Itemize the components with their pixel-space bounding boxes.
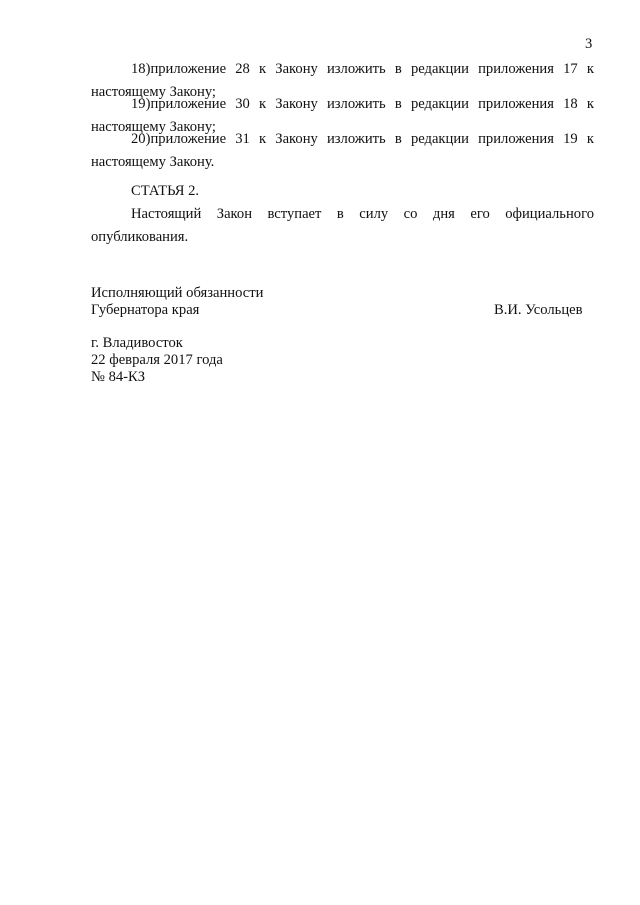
item-20-line2: настоящему Закону. [91,154,215,170]
article-text-line2: опубликования. [91,229,189,245]
item-20 [91,128,594,174]
article-2 [91,180,594,249]
signature-title-line1: Исполняющий обязанности [91,285,264,301]
article-heading: СТАТЬЯ 2. [131,183,200,199]
item-19-line1: 19)приложение 30 к Закону изложить в редакции приложения 18 к [131,96,594,112]
page-number: 3 [585,36,593,52]
signatory-name: В.И. Усольцев [494,302,583,318]
date: 22 февраля 2017 года [91,352,223,368]
article-text-line1: Настоящий Закон вступает в силу со дня его официального [131,206,594,222]
item-19-line2: настоящему Закону; [91,119,216,135]
signature-title-line2: Губернатора края [91,302,200,318]
place: г. Владивосток [91,335,183,351]
law-number: № 84-КЗ [91,369,146,385]
item-18-line1: 18)приложение 28 к Закону изложить в редакции приложения 17 к [131,61,594,77]
item-18-line2: настоящему Закону; [91,84,216,100]
item-20-line1: 20)приложение 31 к Закону изложить в редакции приложения 19 к [131,131,594,147]
